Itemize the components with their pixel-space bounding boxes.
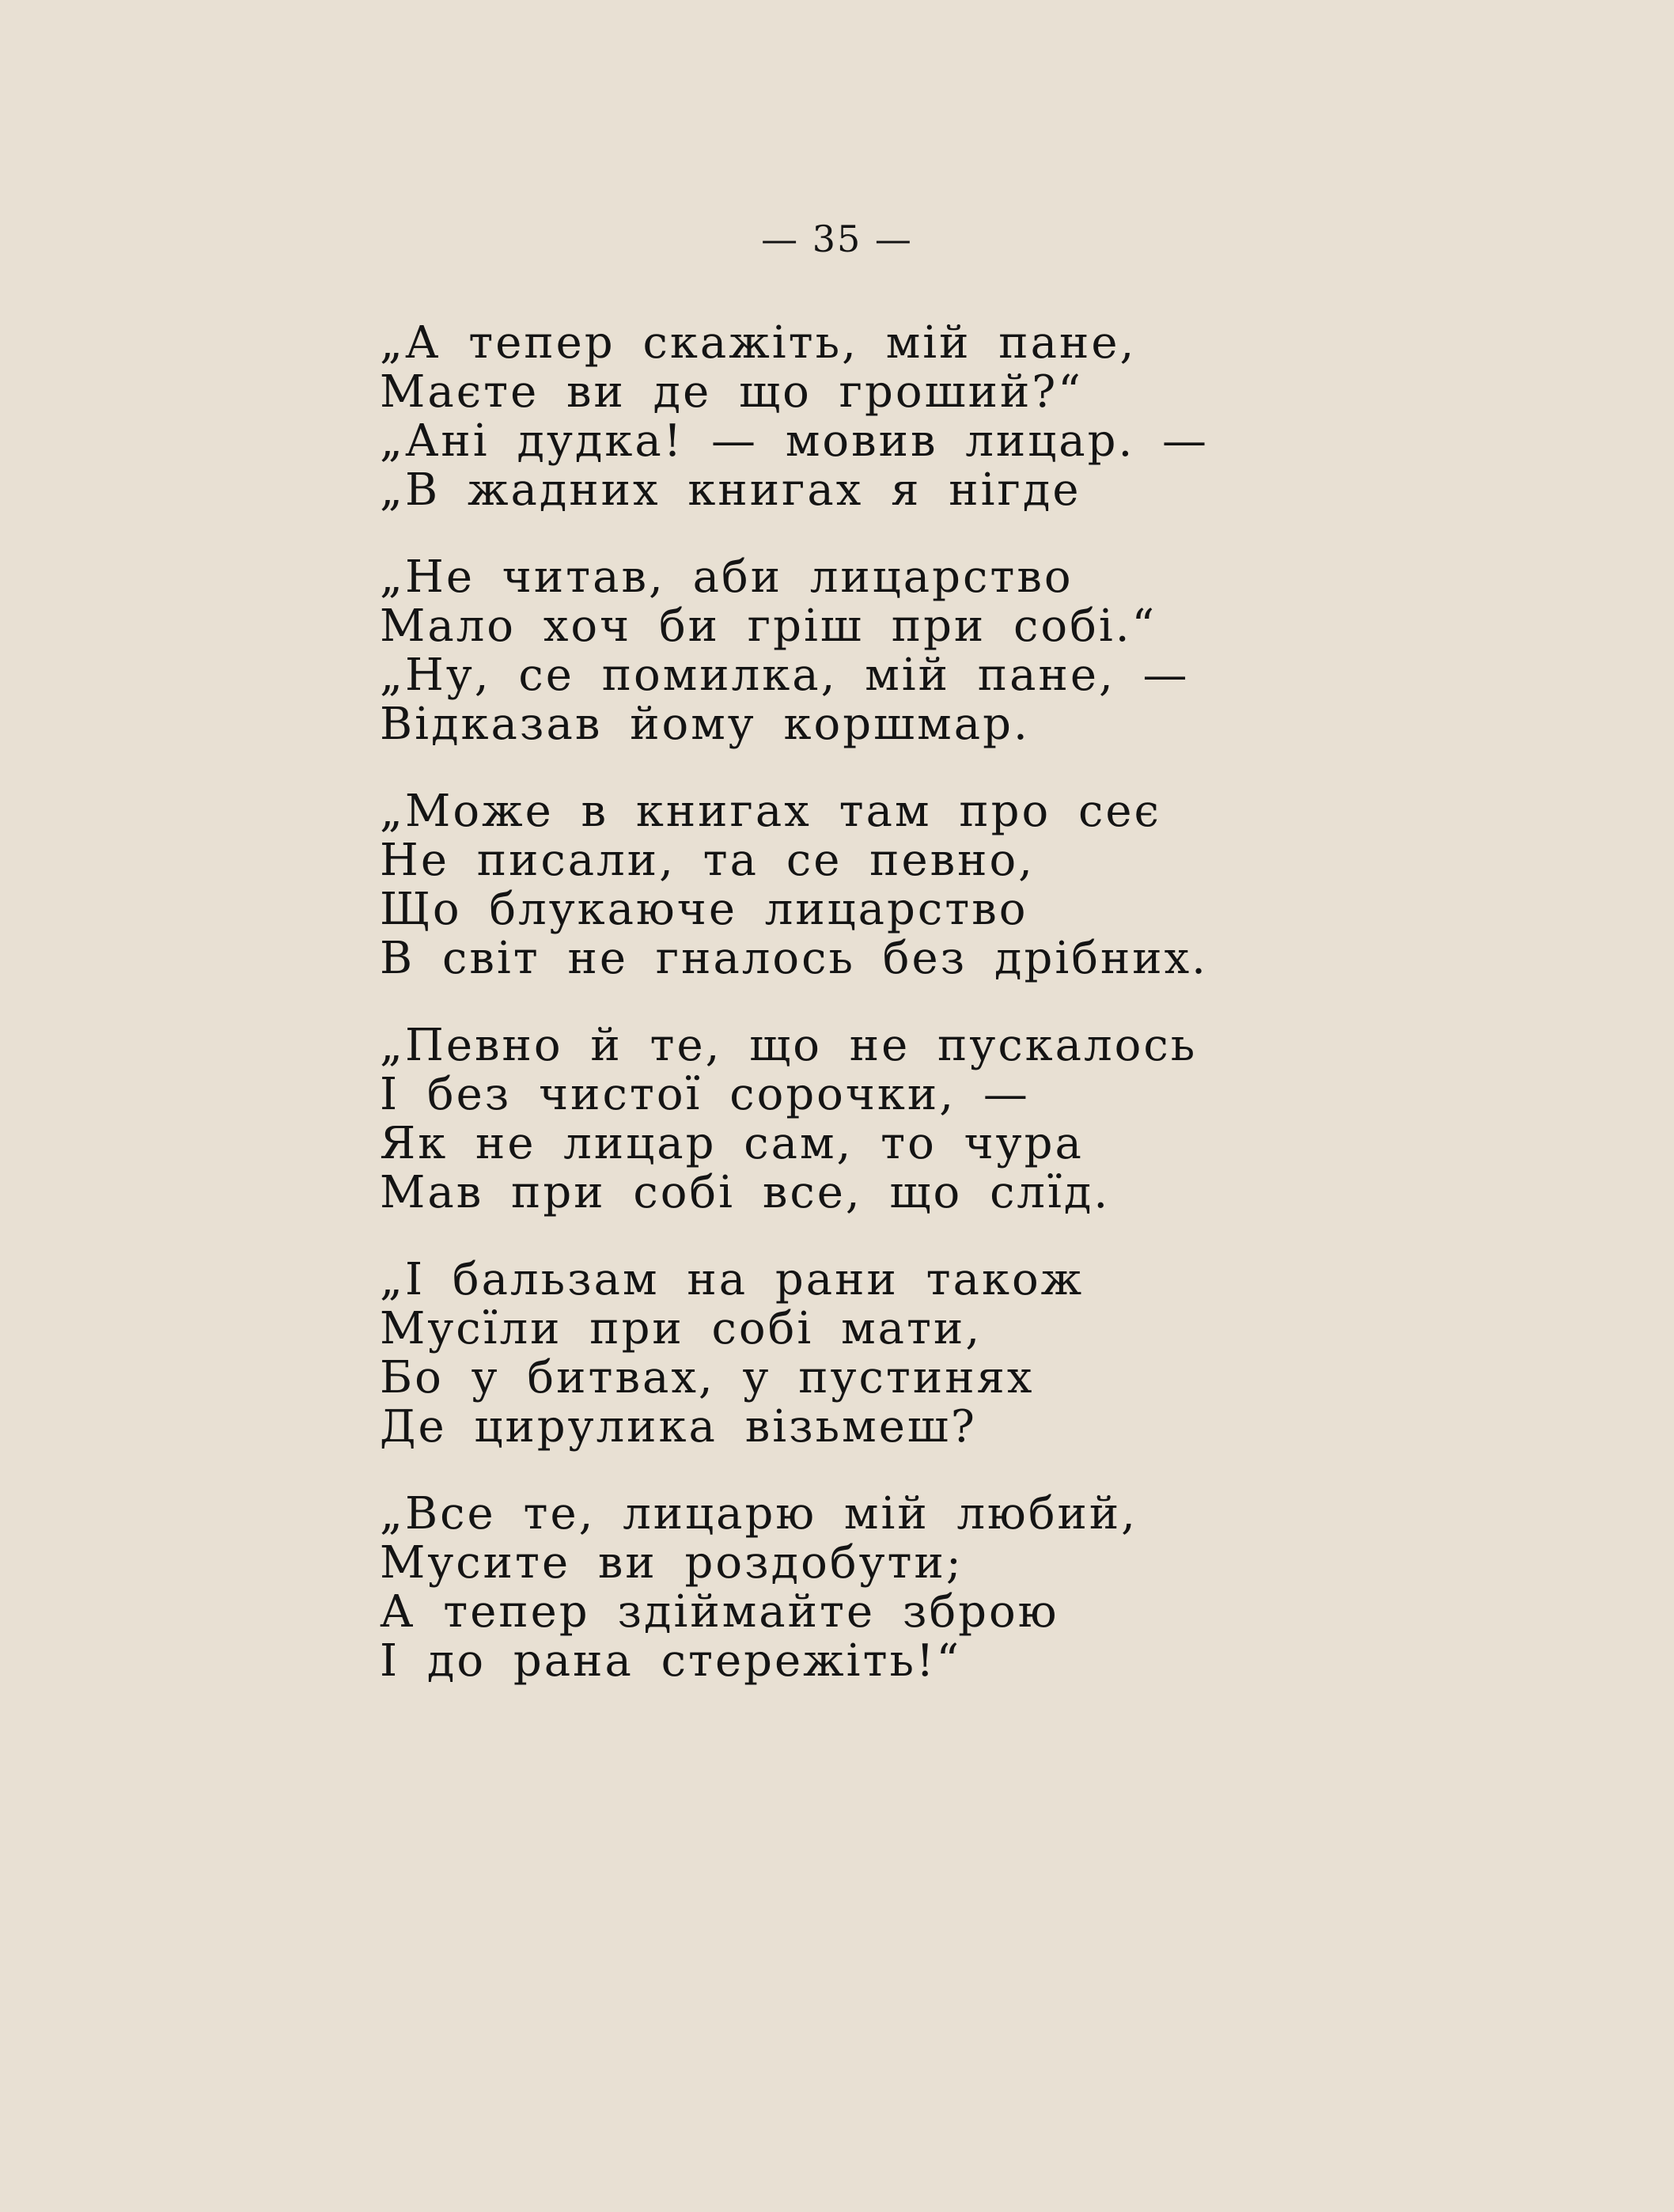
poem-line: „Все те, лицарю мій любий, — [380, 1488, 1138, 1540]
poem-line: „Може в книгах там про сеє — [380, 786, 1161, 837]
poem-line: Маєте ви де що гроший?“ — [380, 366, 1083, 418]
poem-line: В світ не гналось без дрібних. — [380, 933, 1208, 984]
poem-line: Мав при собі все, що слїд. — [380, 1167, 1111, 1218]
poem-line: „В жадних книгах я нігде — [380, 464, 1081, 516]
poem-line: Бо у битвах, у пустинях — [380, 1352, 1035, 1403]
poem-line: Мало хоч би гріш при собі.“ — [380, 600, 1157, 652]
stanza-2 — [380, 553, 1408, 749]
poem-line: „Ну, се помилка, мій пане, — — [380, 650, 1190, 701]
poem-line: І до рана стережіть!“ — [380, 1635, 962, 1687]
poem-line: Мусите ви роздобути; — [380, 1537, 964, 1589]
poem-line: „А тепер скажіть, мій пане, — [380, 317, 1137, 369]
poem-line: Як не лицар сам, то чура — [380, 1118, 1084, 1169]
poem-line: Що блукаюче лицарство — [380, 884, 1028, 935]
stanza-3 — [380, 787, 1408, 983]
poem — [380, 319, 1408, 1724]
poem-line: Де цирулика візьмеш? — [380, 1401, 977, 1453]
poem-line: „І бальзам на рани також — [380, 1254, 1085, 1305]
stanza-5 — [380, 1256, 1408, 1452]
poem-line: Відказав йому коршмар. — [380, 699, 1030, 750]
poem-line: „Ані дудка! — мовив лицар. — — [380, 415, 1210, 467]
poem-line: „Не читав, аби лицарство — [380, 551, 1074, 603]
poem-line: А тепер здіймайте зброю — [380, 1586, 1059, 1638]
stanza-6 — [380, 1490, 1408, 1686]
poem-line: І без чистої сорочки, — — [380, 1069, 1030, 1120]
page-number: — 35 — — [761, 218, 913, 260]
stanza-4 — [380, 1021, 1408, 1218]
poem-line: Мусїли при собі мати, — [380, 1303, 983, 1354]
stanza-1 — [380, 319, 1408, 515]
poem-line: „Певно й те, що не пускалось — [380, 1020, 1198, 1071]
poem-line: Не писали, та се певно, — [380, 835, 1035, 886]
